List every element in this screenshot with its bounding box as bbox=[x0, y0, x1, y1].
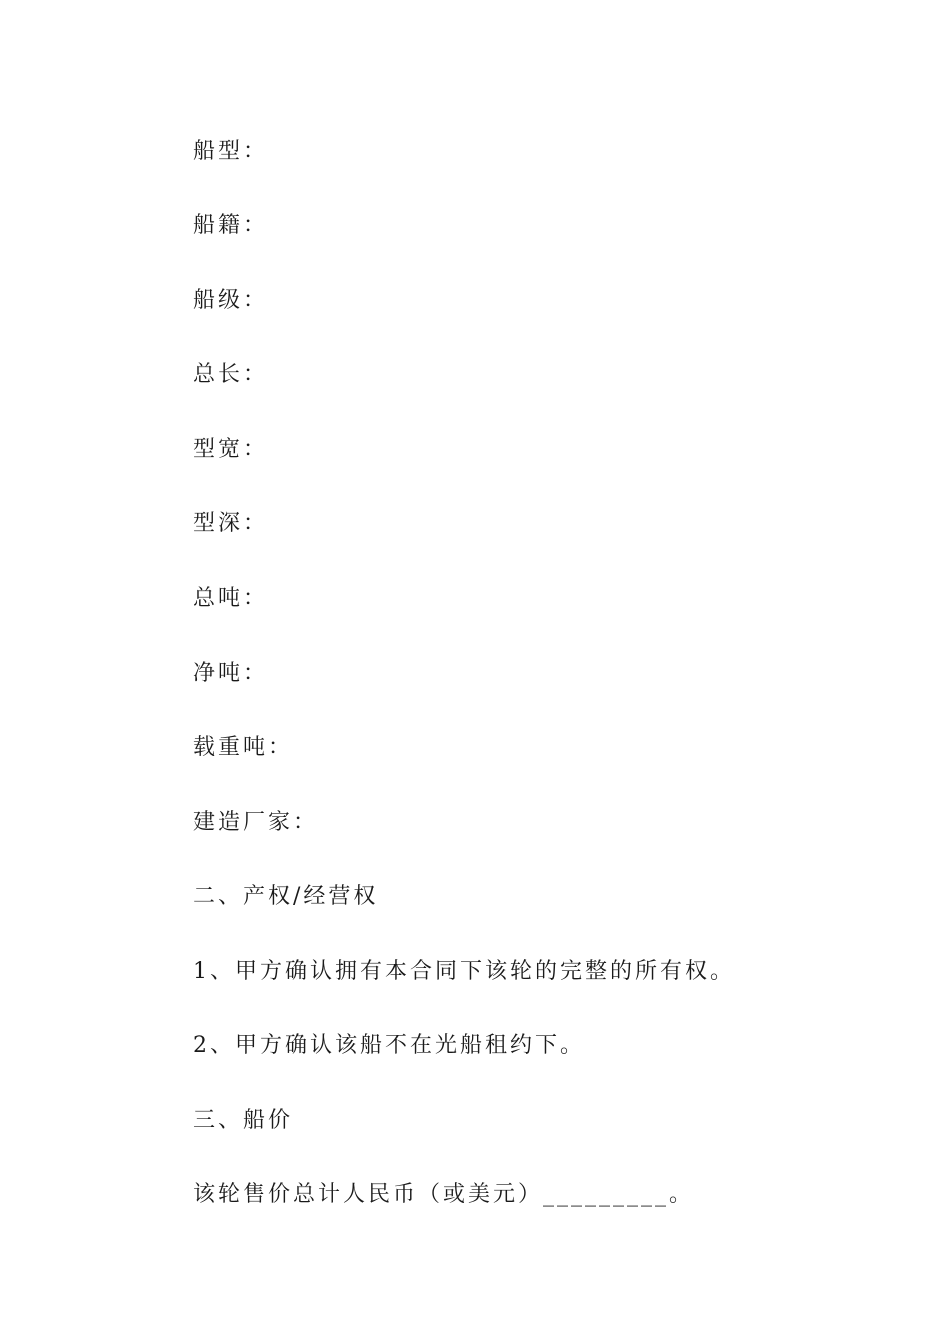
field-net-tonnage: 净吨： bbox=[193, 661, 269, 686]
section-heading-price: 三、船价 bbox=[193, 1108, 294, 1133]
field-moulded-depth: 型深： bbox=[193, 511, 269, 536]
field-deadweight: 载重吨： bbox=[193, 735, 294, 760]
field-moulded-breadth: 型宽： bbox=[193, 437, 269, 462]
field-builder: 建造厂家： bbox=[193, 810, 319, 835]
clause-ownership-1: 1、甲方确认拥有本合同下该轮的完整的所有权。 bbox=[193, 959, 735, 984]
field-ship-type: 船型： bbox=[193, 139, 269, 164]
field-ship-registry: 船籍： bbox=[193, 213, 269, 238]
field-gross-tonnage: 总吨： bbox=[193, 586, 269, 611]
section-heading-ownership: 二、产权/经营权 bbox=[193, 884, 379, 909]
clause-price: 该轮售价总计人民币（或美元）_________。 bbox=[193, 1182, 695, 1207]
field-ship-class: 船级： bbox=[193, 288, 269, 313]
field-overall-length: 总长： bbox=[193, 362, 269, 387]
clause-ownership-2: 2、甲方确认该船不在光船租约下。 bbox=[193, 1033, 585, 1058]
